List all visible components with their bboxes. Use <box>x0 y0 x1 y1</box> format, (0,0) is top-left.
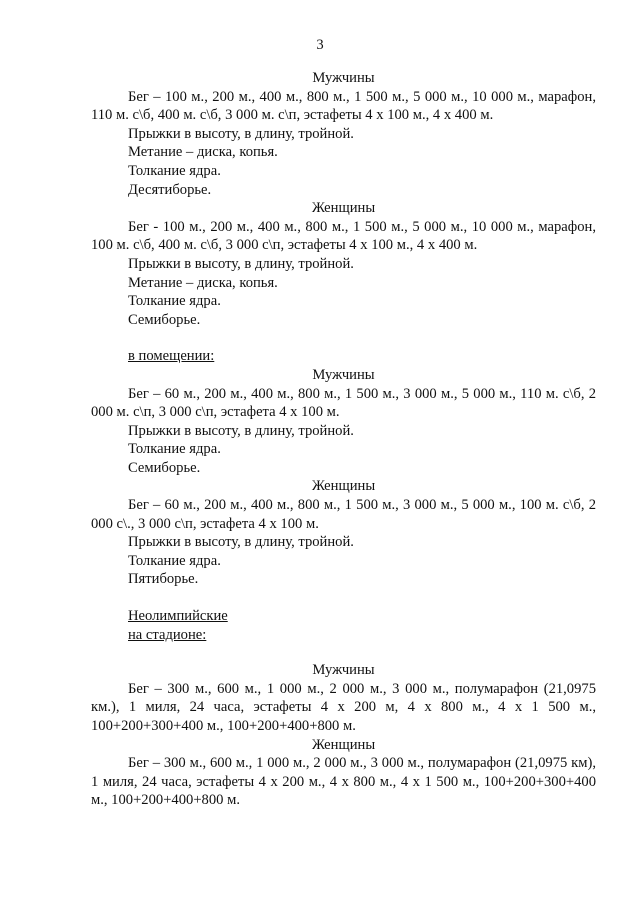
men-combined-event: Десятиборье. <box>128 181 212 198</box>
indoor-men-heading: Мужчины <box>312 366 375 383</box>
women-running-events: Бег - 100 м., 200 м., 400 м., 800 м., 1 500 м., 5 000 м., 10 000 м., марафон, 100 м. с\б, 400 м. с\б, 3 000 с\п, эстафеты 4 х 100 м., 4 х 400 м. <box>91 218 596 254</box>
indoor-men-jumps: Прыжки в высоту, в длину, тройной. <box>128 422 354 439</box>
non-olympic-women-running-events: Бег – 300 м., 600 м., 1 000 м., 2 000 м., 3 000 м., полумарафон (21,0975 км), 1 миля, 24 часа, эстафеты 4 х 200 м., 4 х 800 м., 4 х 1 500 м., 100+200+300+400 м., 100+200+400+800 м. <box>91 755 596 809</box>
men-running-events: Бег – 100 м., 200 м., 400 м., 800 м., 1 500 м., 5 000 м., 10 000 м., марафон, 110 м. с\б, 400 м. с\б, 3 000 м. с\п, эстафеты 4 х 100 м., 4 х 400 м. <box>91 88 596 124</box>
non-olympic-women-heading: Женщины <box>311 736 376 753</box>
men-throws: Метание – диска, копья. <box>128 144 278 161</box>
men-jumps: Прыжки в высоту, в длину, тройной. <box>128 125 354 142</box>
non-olympic-title-line1: Неолимпийские <box>128 608 228 625</box>
non-olympic-men-heading: Мужчины <box>312 662 375 679</box>
women-throws: Метание – диска, копья. <box>128 274 278 291</box>
non-olympic-title-line2: на стадионе: <box>128 626 207 643</box>
men-shot-put: Толкание ядра. <box>128 162 221 179</box>
women-heading: Женщины <box>311 200 376 217</box>
women-jumps: Прыжки в высоту, в длину, тройной. <box>128 255 354 272</box>
indoor-men-shot-put: Толкание ядра. <box>128 441 221 458</box>
non-olympic-title <box>91 607 596 626</box>
document-body <box>91 69 596 810</box>
indoor-men-running-events: Бег – 60 м., 200 м., 400 м., 800 м., 1 500 м., 3 000 м., 5 000 м., 110 м. с\б, 2 000 м. с\п, 3 000 с\п, эстафета 4 х 100 м. <box>91 385 596 421</box>
indoor-section-title <box>91 347 596 366</box>
indoor-women-combined-event: Пятиборье. <box>128 571 199 588</box>
men-heading: Мужчины <box>312 70 375 86</box>
women-combined-event: Семиборье. <box>128 311 201 328</box>
indoor-women-shot-put: Толкание ядра. <box>128 552 221 569</box>
indoor-women-heading: Женщины <box>311 478 376 495</box>
stadium-title <box>91 626 596 645</box>
page-number: 3 <box>316 37 324 53</box>
indoor-women-running-events: Бег – 60 м., 200 м., 400 м., 800 м., 1 500 м., 3 000 м., 5 000 м., 100 м. с\б, 2 000 с\., 3 000 с\п, эстафета 4 х 100 м. <box>91 497 596 532</box>
women-shot-put: Толкание ядра. <box>128 293 221 310</box>
non-olympic-men-running-events: Бег – 300 м., 600 м., 1 000 м., 2 000 м., 3 000 м., полумарафон (21,0975 км.), 1 миля, 24 часа, эстафеты 4 х 200 м, 4 х 800 м., 4 х 1 500 м., 100+200+300+400 м., 100+200+400+800 м. <box>91 680 596 734</box>
indoor-women-jumps: Прыжки в высоту, в длину, тройной. <box>128 534 354 551</box>
indoor-men-combined-event: Семиборье. <box>128 459 201 476</box>
indoor-title-text: в помещении: <box>128 348 215 365</box>
